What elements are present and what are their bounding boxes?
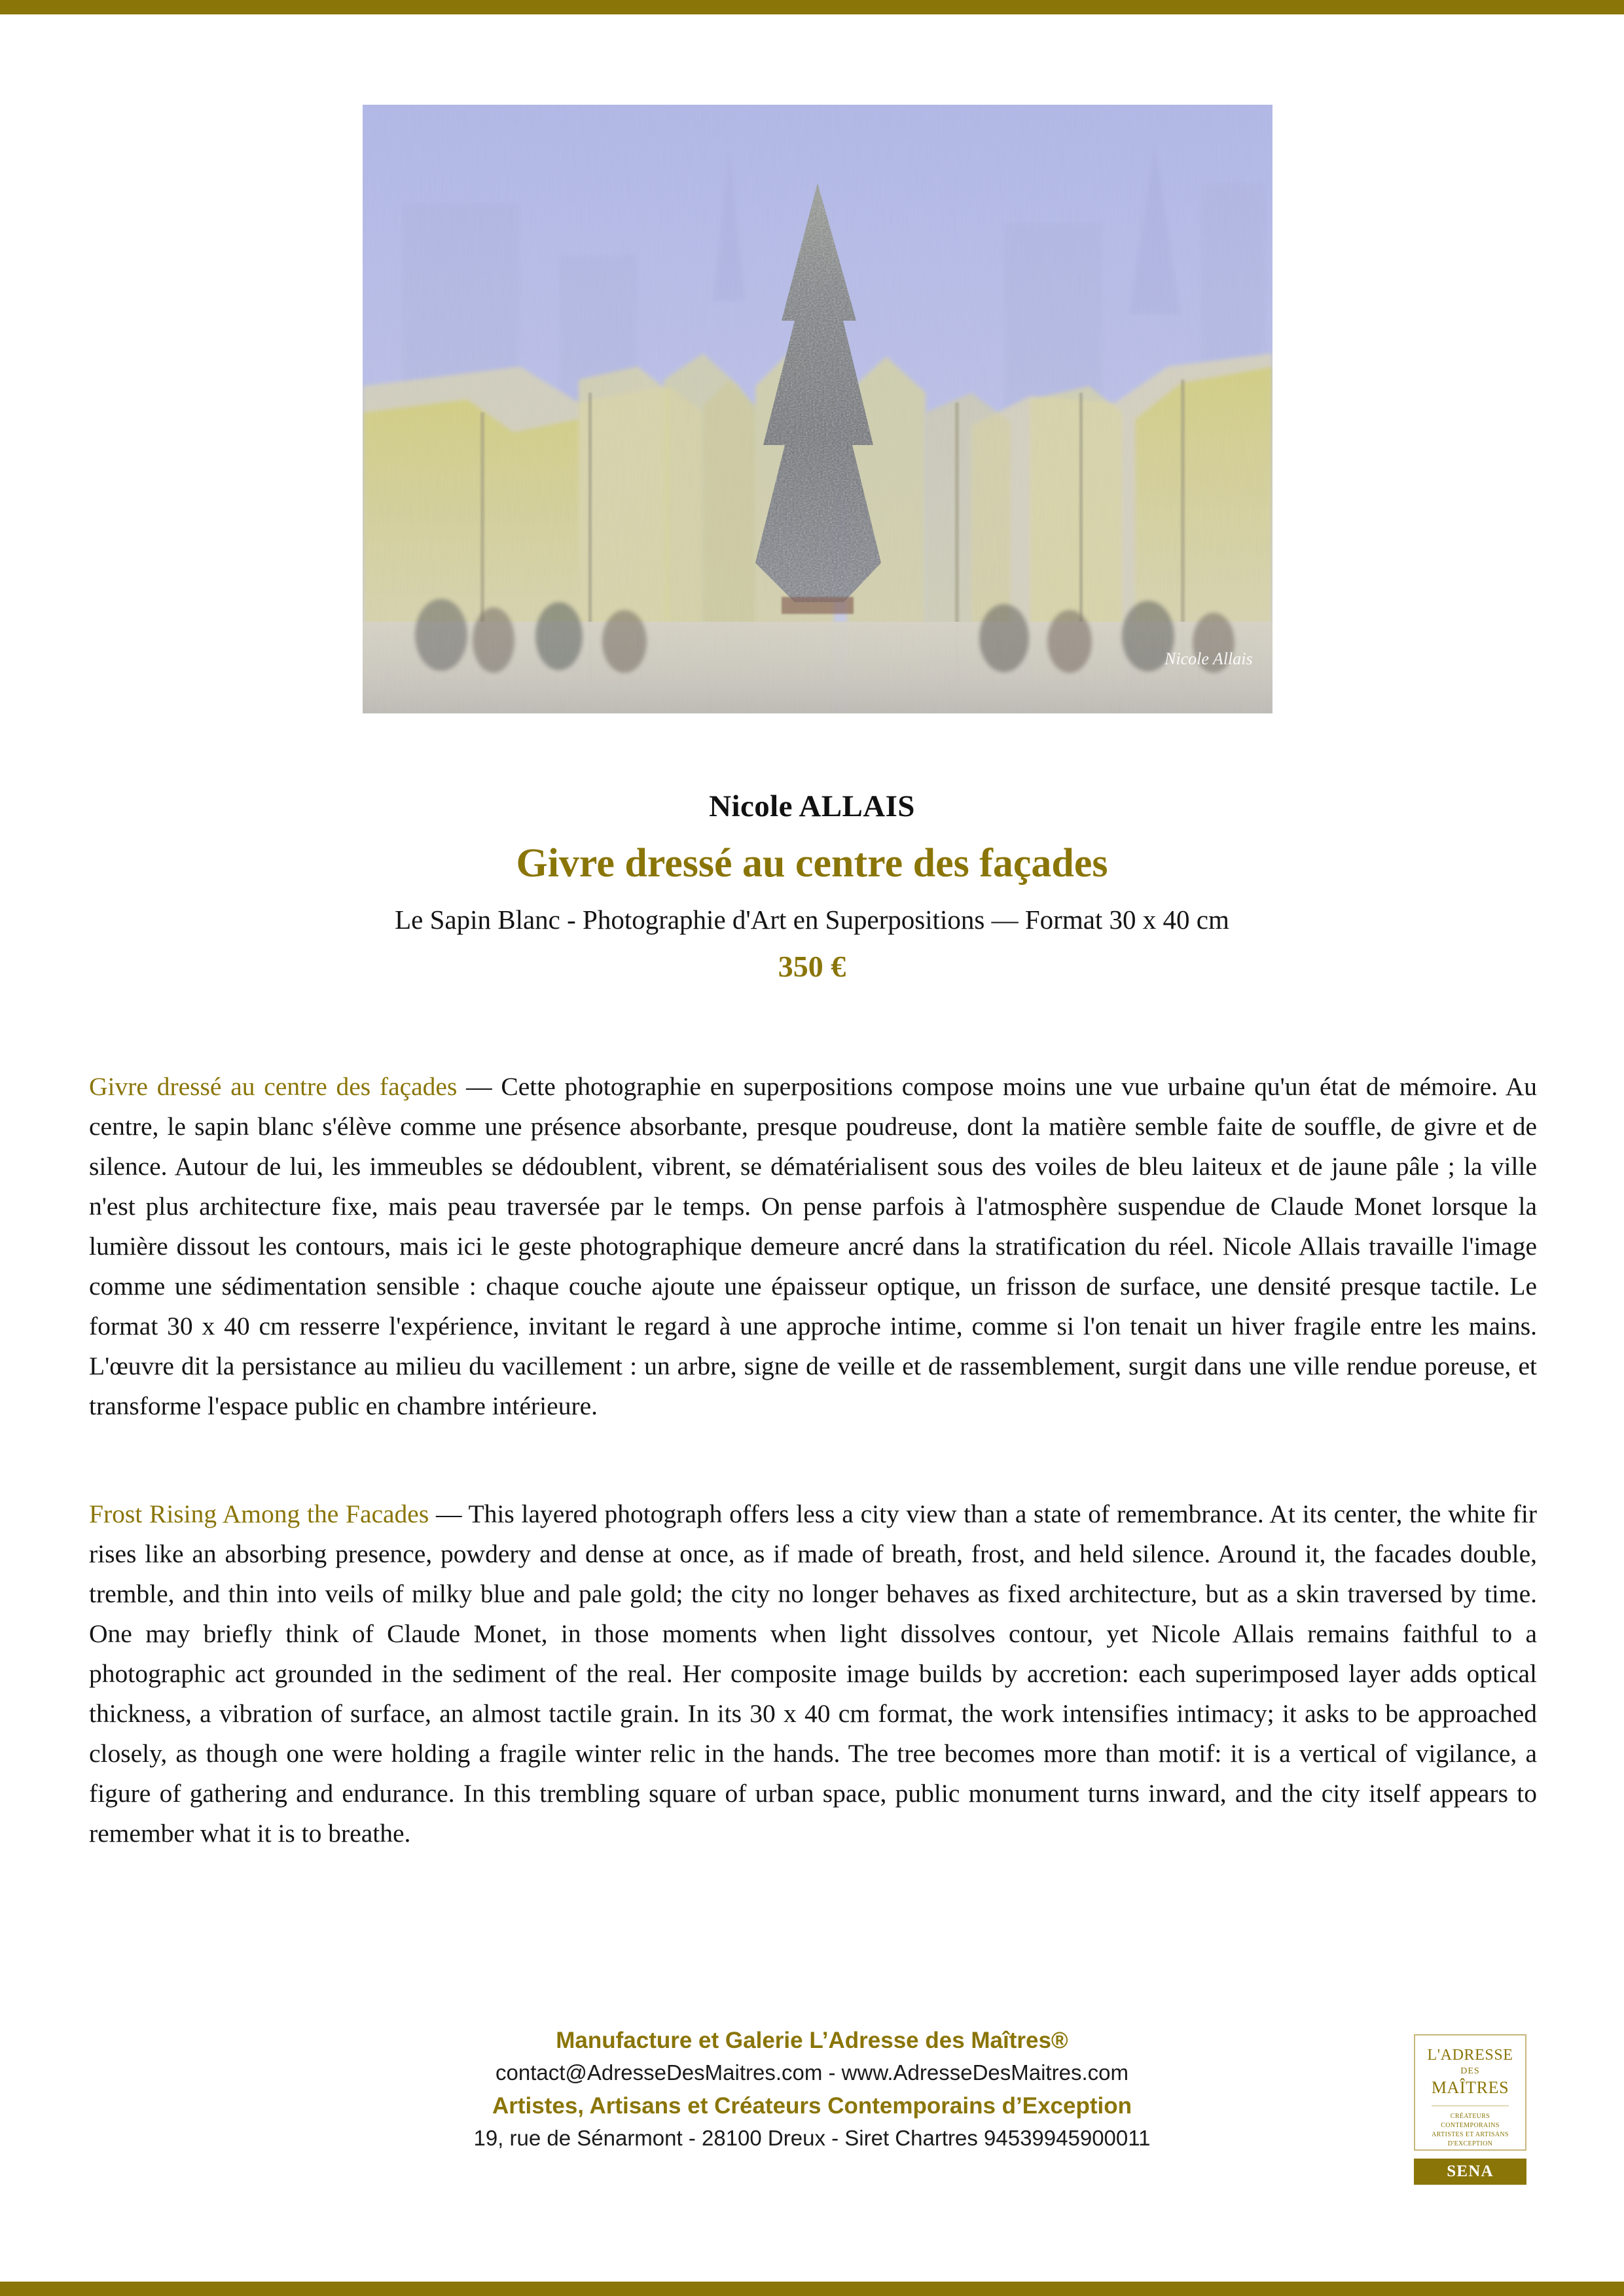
logo-subtitle-line-3: D'EXCEPTION	[1447, 2140, 1493, 2148]
footer-address: 19, rue de Sénarmont - 28100 Dreux - Siret Chartres 94539945900011	[473, 2125, 1151, 2150]
description-english-lead-in: Frost Rising Among the Facades	[89, 1499, 429, 1528]
artwork-subtitle: Le Sapin Blanc - Photographie d'Art en Superpositions — Format 30 x 40 cm	[395, 905, 1229, 935]
artwork-title: Givre dressé au centre des façades	[516, 841, 1108, 886]
artist-name: Nicole ALLAIS	[709, 789, 915, 823]
footer-tagline: Artistes, Artisans et Créateurs Contemporains d’Exception	[492, 2093, 1132, 2119]
top-accent-bar	[0, 0, 1624, 14]
artwork-illustration	[363, 105, 1272, 713]
description-english-paragraph	[89, 1494, 1537, 1854]
description-english-body: This layered photograph offers less a city view than a state of remembrance. At its center, the white fir rises like an absorbing presence, powdery and dense at once, as if made of breath, frost, and held silence. Around it, the facades double, tremble, and thin into veils of milky blue and pale gold; the city no longer behaves as fixed architecture, but as a skin traversed by time. One may briefly think of Claude Monet, in those moments when light dissolves contour, yet Nicole Allais remains faithful to a photographic act grounded in the sediment of the real. Her composite image builds by accretion: each superimposed layer adds optical thickness, a vibration of surface, an almost tactile grain. In its 30 x 40 cm format, the work intensifies intimacy; it asks to be approached closely, as though one were holding a fragile winter relic in the hands. The tree becomes more than motif: it is a vertical of vigilance, a figure of gathering and endurance. In this trembling square of urban space, public monument turns inward, and the city itself appears to remember what it is to breathe.	[89, 1499, 1537, 1848]
brand-logo-card	[1414, 2034, 1526, 2151]
description-french-separator: —	[457, 1072, 501, 1101]
logo-line-maitres: MAÎTRES	[1431, 2078, 1509, 2098]
description-french-lead-in: Givre dressé au centre des façades	[89, 1072, 458, 1101]
artwork-image	[363, 105, 1272, 713]
bottom-accent-bar	[0, 2282, 1624, 2296]
sena-badge: SENA	[1414, 2159, 1526, 2185]
logo-subtitle-line-2: ARTISTES ET ARTISANS	[1432, 2131, 1509, 2139]
logo-line-des: DES	[1460, 2066, 1480, 2077]
description-english	[89, 1494, 1537, 1854]
logo-subtitle-line-1: CRÉATEURS CONTEMPORAINS	[1441, 2112, 1500, 2129]
brand-logo-block	[1414, 2034, 1526, 2185]
footer-contact[interactable]: contact@AdresseDesMaitres.com - www.AdresseDesMaitres.com	[496, 2060, 1128, 2085]
description-french-body: Cette photographie en superpositions compose moins une vue urbaine qu'un état de mémoire. Au centre, le sapin blanc s'élève comme une présence absorbante, presque poudreuse, dont la matière semble faite de souffle, de givre et de silence. Autour de lui, les immeubles se dédoublent, vibrent, se dématérialisent sous des voiles de bleu laiteux et de jaune pâle ; la ville n'est plus architecture fixe, mais peau traversée par le temps. On pense parfois à l'atmosphère suspendue de Claude Monet lorsque la lumière dissout les contours, mais ici le geste photographique demeure ancré dans la stratification du réel. Nicole Allais travaille l'image comme une sédimentation sensible : chaque couche ajoute une épaisseur optique, un frisson de surface, une densité presque tactile. Le format 30 x 40 cm resserre l'expérience, invitant le regard à une approche intime, comme si l'on tenait un hiver fragile entre les mains. L'œuvre dit la persistance au milieu du vacillement : un arbre, signe de veille et de rassemblement, surgit dans une ville rendue poreuse, et transforme l'espace public en chambre intérieure.	[89, 1072, 1538, 1421]
description-french	[89, 1067, 1537, 1426]
description-english-separator: —	[429, 1499, 469, 1528]
description-french-paragraph	[89, 1067, 1537, 1426]
footer	[0, 2026, 1624, 2153]
footer-company-name: Manufacture et Galerie L’Adresse des Maîtres®	[556, 2028, 1068, 2053]
artwork-signature: Nicole Allais	[1164, 649, 1253, 668]
logo-line-adresse: L'ADRESSE	[1427, 2047, 1513, 2064]
artwork-price: 350 €	[778, 950, 846, 984]
title-block	[0, 789, 1624, 985]
